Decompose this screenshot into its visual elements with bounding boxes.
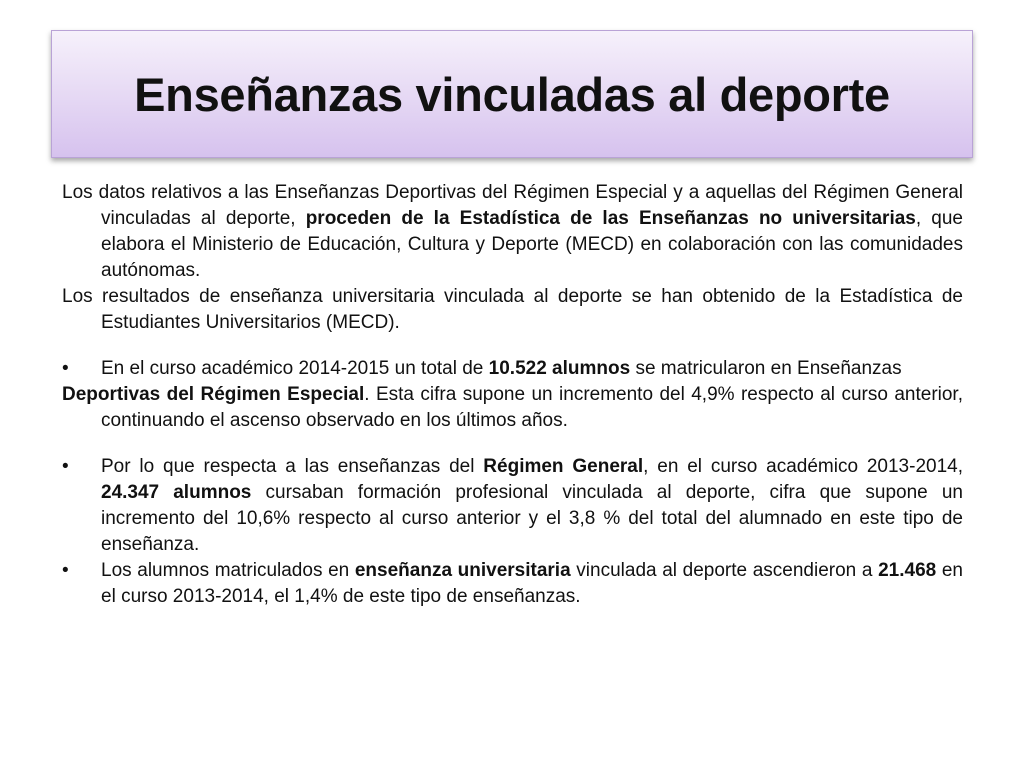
bullet-item-university: • Los alumnos matriculados en enseñanza universitaria vinculada al deporte ascendieron a 21.468 en el curso 2013-2014, el 1,4% de este tipo de enseñanzas. — [62, 560, 963, 607]
bold-statistics-source: proceden de la Estadística de las Enseñanzas no universitarias — [305, 208, 916, 229]
bold-university-teaching: enseñanza universitaria — [354, 560, 571, 581]
bullet-dot-icon: • — [62, 358, 69, 379]
bold-students-count-general: 24.347 alumnos — [101, 482, 252, 503]
bold-special-regime: Deportivas del Régimen Especial — [62, 384, 365, 405]
slide-body — [62, 180, 963, 610]
slide-title: Enseñanzas vinculadas al deporte — [134, 68, 890, 121]
spacer — [62, 336, 963, 356]
paragraph-special-regime-growth: Deportivas del Régimen Especial. Esta cifra supone un incremento del 4,9% respecto al curso anterior, continuando el ascenso observado en los últimos años. — [62, 384, 963, 431]
paragraph-university-source: Los resultados de enseñanza universitaria vinculada al deporte se han obtenido de la Estadística de Estudiantes Universitarios (MECD). — [62, 286, 963, 333]
bold-students-count-special: 10.522 alumnos — [488, 358, 631, 379]
spacer — [62, 434, 963, 454]
bullet-dot-icon: • — [62, 456, 69, 477]
bullet-item-general-regime: • Por lo que respecta a las enseñanzas del Régimen General, en el curso académico 2013-2014, 24.347 alumnos cursaban formación profesional vinculada al deporte, cifra que supone un incremento del 10,6% respecto al curso anterior y el 3,8 % del total del alumnado en este tipo de enseñanza. — [62, 456, 963, 555]
bullet-item-special-regime: • En el curso académico 2014-2015 un total de 10.522 alumnos se matricularon en Enseñanzas — [62, 356, 963, 382]
bold-students-count-university: 21.468 — [878, 560, 937, 581]
title-box — [51, 30, 973, 158]
bullet-dot-icon: • — [62, 560, 69, 581]
paragraph-data-sources: Los datos relativos a las Enseñanzas Deportivas del Régimen Especial y a aquellas del Régimen General vinculadas al deporte, proceden de la Estadística de las Enseñanzas no universitarias, que elabora el Ministerio de Educación, Cultura y Deporte (MECD) en colaboración con las comunidades autónomas. — [62, 182, 963, 281]
bold-general-regime: Régimen General — [483, 456, 644, 477]
